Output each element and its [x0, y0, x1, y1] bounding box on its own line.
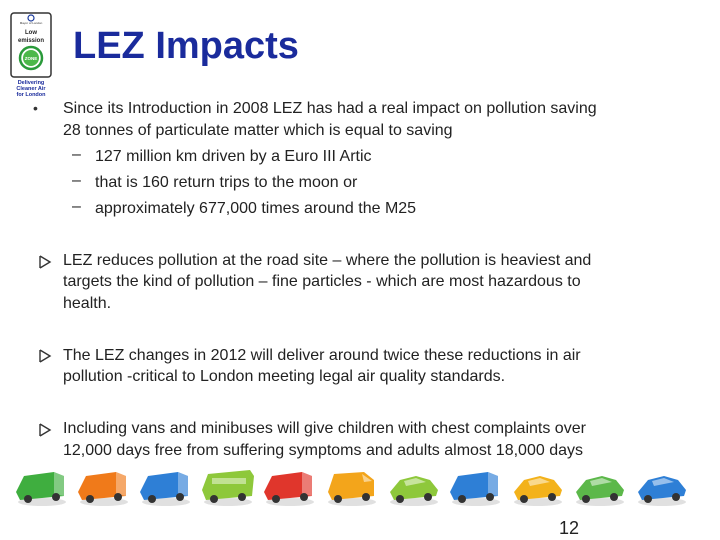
arrow-bullet-icon [38, 423, 52, 437]
sub-dash: – [72, 198, 81, 215]
page-number: 12 [559, 518, 580, 538]
point-1-line-1: LEZ reduces pollution at the road site – where the pollution is heaviest and [63, 252, 592, 269]
slide-title: LEZ Impacts [73, 25, 299, 67]
vehicle-icon [576, 476, 624, 506]
vehicle-icon [514, 476, 562, 506]
logo-emission-text: emission [17, 38, 45, 44]
logo-zone-text: ZONE [24, 56, 38, 61]
vehicle-icon [202, 470, 254, 506]
point-1-line-2: targets the kind of pollution – fine particles - which are most hazardous to [63, 273, 581, 290]
arrow-bullet-icon [38, 349, 52, 363]
vehicle-icon [390, 476, 438, 506]
logo-tagline-2: Cleaner Air [16, 86, 46, 92]
logo-low-text: Low [25, 30, 37, 36]
vehicle-strip [14, 462, 714, 508]
vehicle-icon [78, 472, 128, 506]
bullet-dot: • [33, 100, 38, 116]
intro-line-1: Since its Introduction in 2008 LEZ has had a real impact on pollution saving [63, 100, 597, 117]
sub-dash: – [72, 146, 81, 163]
arrow-bullet-icon [38, 255, 52, 269]
vehicle-icon [264, 472, 314, 506]
point-3-line-2: 12,000 days free from suffering symptoms and adults almost 18,000 days [63, 442, 583, 459]
point-2-line-2: pollution -critical to London meeting legal air quality standards. [63, 368, 506, 385]
point-3-line-1: Including vans and minibuses will give children with chest complaints over [63, 420, 586, 437]
sub-item-2: that is 160 return trips to the moon or [95, 174, 358, 191]
point-2-line-1: The LEZ changes in 2012 will deliver around twice these reductions in air [63, 347, 581, 364]
vehicle-icon [16, 472, 66, 506]
vehicle-icon [638, 476, 686, 506]
logo-tagline-1: Delivering [17, 80, 45, 86]
sub-item-1: 127 million km driven by a Euro III Artic [95, 148, 372, 165]
sub-item-3: approximately 677,000 times around the M25 [95, 200, 417, 217]
logo-tagline-3: for London [16, 92, 46, 98]
point-1-line-3: health. [63, 295, 112, 312]
vehicle-icon [140, 472, 190, 506]
vehicle-icon [328, 472, 376, 506]
intro-line-2: 28 tonnes of particulate matter which is equal to saving [63, 122, 453, 139]
sub-dash: – [72, 172, 81, 189]
lez-logo [9, 12, 53, 98]
logo-mayor-text: Mayor of London [19, 21, 43, 25]
vehicle-icon [450, 472, 500, 506]
